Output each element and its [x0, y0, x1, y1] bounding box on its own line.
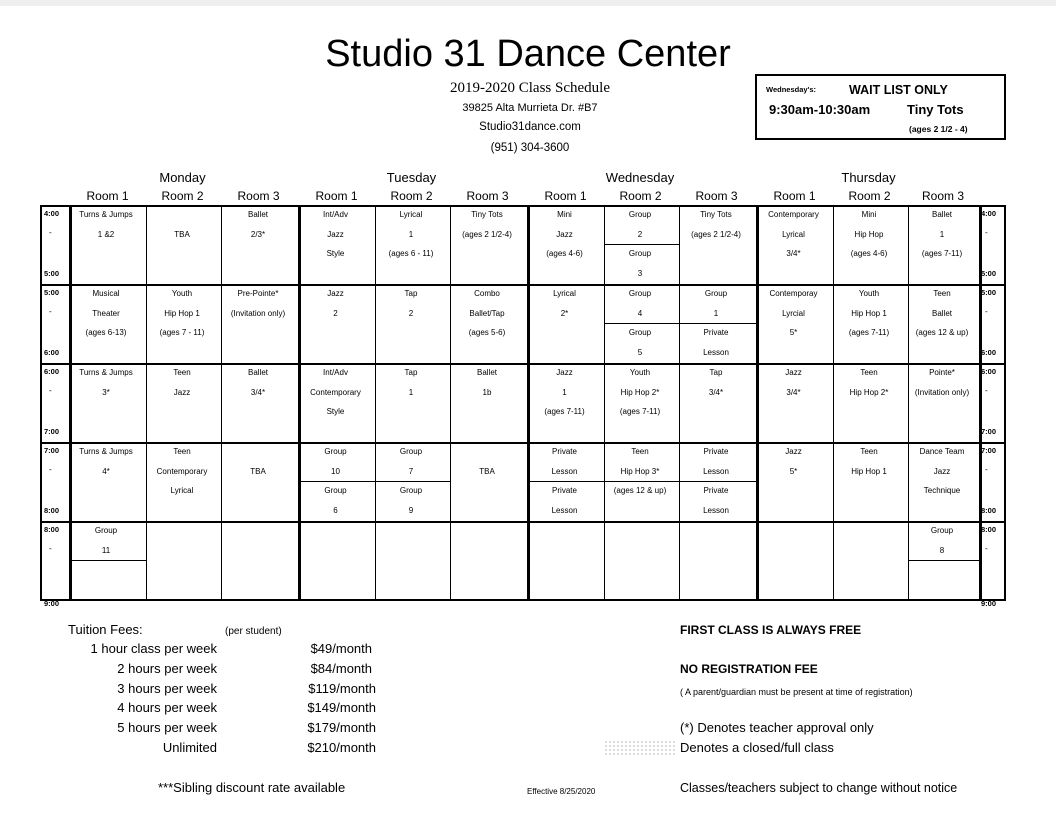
room-header: Room 1	[544, 189, 587, 203]
grid-divider	[527, 207, 530, 599]
time-end-right: 9:00	[981, 599, 997, 608]
room-header: Room 1	[86, 189, 129, 203]
class-cell-text: Hip Hop 1	[851, 308, 887, 318]
class-cell-text: Theater	[92, 308, 120, 318]
room-header: Room 3	[237, 189, 280, 203]
class-cell-text: Tap	[709, 368, 723, 377]
class-cell-text: Hip Hop 2*	[620, 387, 660, 397]
class-cell-text: (ages 6 - 11)	[388, 249, 434, 259]
grid-divider	[69, 207, 72, 599]
tuition-per-student: (per student)	[225, 626, 282, 637]
class-cell-text: Lyrical	[782, 229, 805, 239]
cell-split	[527, 481, 604, 482]
class-cell-text: Hip Hop 3*	[620, 466, 660, 476]
class-cell-text: Pre-Pointe*	[237, 289, 279, 298]
class-cell-text: Group	[930, 526, 954, 535]
class-cell-text: 5*	[789, 328, 798, 338]
time-end-left: 6:00	[44, 348, 60, 357]
class-cell-text: Tiny Tots	[700, 210, 732, 219]
time-start-left: 5:00	[44, 288, 60, 297]
class-cell-text: Jazz	[933, 466, 951, 476]
class-cell-text: Teen	[173, 447, 191, 456]
class-cell-text: 3/4*	[708, 387, 724, 397]
class-cell-text: 6	[333, 506, 338, 516]
class-cell-text: Hip Hop 1	[851, 466, 887, 476]
class-cell-text: Ballet/Tap	[469, 308, 505, 318]
class-cell-text: 2	[408, 308, 414, 318]
class-cell-text: Contemporary	[310, 387, 361, 397]
grid-divider	[221, 207, 222, 599]
cell-split	[604, 323, 679, 324]
tuition-row-price: $149/month	[307, 700, 376, 715]
closed-class-note: Denotes a closed/full class	[680, 740, 834, 755]
cell-split	[679, 481, 756, 482]
class-cell-text: 3/4*	[786, 249, 801, 259]
time-dash-right: -	[985, 465, 988, 474]
class-cell-text: Ballet	[247, 368, 268, 377]
time-start-left: 8:00	[44, 525, 60, 534]
class-cell-text: 1	[713, 308, 719, 318]
class-cell-text: 5*	[789, 466, 798, 476]
time-end-left: 8:00	[44, 506, 60, 515]
wait-list-day: Wednesday's:	[766, 85, 816, 94]
class-cell-text: Group	[628, 289, 652, 298]
class-cell-text: Contemporary	[156, 466, 208, 476]
class-cell-text: Pointe*	[929, 368, 955, 377]
class-cell-text: Youth	[858, 289, 880, 298]
class-cell-text: 8	[939, 545, 945, 555]
class-cell-text: Lyrical	[399, 210, 423, 219]
class-cell-text: Hip Hop 2*	[849, 387, 889, 397]
class-cell-text: Private	[552, 447, 577, 456]
grid-divider	[908, 207, 909, 599]
cell-split	[604, 481, 679, 482]
time-end-right: 5:00	[981, 269, 997, 278]
grid-divider	[604, 207, 605, 599]
room-header: Room 3	[921, 189, 965, 203]
day-header-thursday: Thursday	[841, 170, 896, 185]
time-end-right: 6:00	[981, 348, 997, 357]
time-start-right: 4:00	[981, 209, 997, 218]
wait-list-time: 9:30am-10:30am	[769, 102, 871, 117]
effective-date: Effective 8/25/2020	[527, 787, 596, 796]
time-dash-right: -	[985, 228, 988, 237]
class-cell-text: 2*	[560, 308, 569, 318]
studio-website: Studio31dance.com	[479, 121, 581, 133]
first-class-free: FIRST CLASS IS ALWAYS FREE	[680, 623, 862, 637]
tuition-row-label: 5 hours per week	[117, 720, 217, 735]
class-cell-text: 3	[637, 269, 643, 279]
grid-divider	[42, 442, 1004, 444]
class-cell-text: TBA	[479, 466, 495, 476]
room-header: Room 1	[773, 189, 816, 203]
tuition-row-price: $179/month	[307, 720, 376, 735]
class-cell-text: Dance Team	[919, 447, 965, 456]
class-cell-text: Turns & Jumps	[79, 210, 133, 219]
time-dash-left: -	[49, 228, 52, 237]
class-cell-text: (ages 2 1/2-4)	[462, 229, 512, 239]
day-header-wednesday: Wednesday	[605, 170, 675, 185]
room-header: Room 2	[848, 189, 891, 203]
cell-split	[375, 481, 450, 482]
cell-split	[298, 481, 375, 482]
top-border	[0, 0, 1056, 6]
class-cell-text: Ballet	[247, 210, 268, 219]
class-cell-text: Jazz	[327, 289, 344, 298]
time-end-left: 5:00	[44, 269, 60, 278]
class-cell-text: Musical	[92, 289, 120, 298]
grid-divider	[679, 207, 680, 599]
grid-divider	[450, 207, 451, 599]
room-header: Room 2	[619, 189, 662, 203]
tuition-row-price: $84/month	[310, 661, 372, 676]
class-cell-text: (ages 6-13)	[85, 328, 127, 338]
room-header: Room 3	[466, 189, 509, 203]
wait-list-box	[755, 74, 1006, 140]
time-start-right: 7:00	[981, 446, 997, 455]
class-cell-text: Private	[703, 328, 729, 338]
tuition-row-label: 2 hours per week	[117, 661, 217, 676]
tuition-row-label: 4 hours per week	[117, 700, 217, 715]
wait-list-ages: (ages 2 1/2 - 4)	[909, 124, 968, 134]
class-cell-text: Lyrical	[553, 289, 576, 298]
time-start-right: 8:00	[981, 525, 997, 534]
time-start-left: 7:00	[44, 446, 60, 455]
class-cell-text: Teen	[933, 289, 951, 298]
studio-phone: (951) 304-3600	[490, 142, 570, 154]
room-header: Room 2	[390, 189, 433, 203]
schedule-year: 2019-2020 Class Schedule	[450, 80, 610, 96]
class-cell-text: (ages 7 - 11)	[159, 328, 205, 338]
room-header: Room 3	[695, 189, 738, 203]
class-cell-text: 2	[333, 308, 338, 318]
cell-split	[908, 560, 979, 561]
class-cell-text: Ballet	[931, 308, 952, 318]
class-cell-text: Youth	[629, 368, 651, 377]
class-cell-text: Combo	[474, 289, 500, 298]
class-cell-text: Jazz	[785, 368, 802, 377]
grid-divider	[756, 207, 759, 599]
class-cell-text: Private	[703, 447, 729, 456]
class-cell-text: Contemporary	[768, 210, 819, 219]
approval-note: (*) Denotes teacher approval only	[680, 720, 874, 735]
grid-divider	[42, 284, 1004, 286]
studio-title: Studio 31 Dance Center	[325, 33, 731, 75]
class-cell-text: Lesson	[551, 466, 578, 476]
class-cell-text: Ballet	[931, 210, 952, 219]
time-start-left: 4:00	[44, 209, 60, 218]
class-cell-text: (Invitation only)	[230, 308, 286, 318]
class-cell-text: 4*	[102, 466, 110, 476]
day-header-tuesday: Tuesday	[386, 170, 437, 185]
class-cell-text: Group	[324, 447, 347, 456]
class-cell-text: Tiny Tots	[471, 210, 503, 219]
wait-list-class: Tiny Tots	[907, 102, 964, 117]
time-end-right: 7:00	[981, 427, 997, 436]
class-cell-text: (ages 12 & up)	[915, 328, 969, 338]
class-cell-text: Group	[628, 249, 652, 259]
class-cell-text: TBA	[250, 466, 266, 476]
class-cell-text: Mini	[557, 210, 572, 219]
class-cell-text: 10	[331, 466, 340, 476]
class-cell-text: Int/Adv	[323, 210, 348, 219]
class-cell-text: Turns & Jumps	[79, 368, 133, 377]
class-cell-text: Group	[399, 486, 423, 496]
class-cell-text: Group	[94, 526, 118, 535]
class-cell-text: 1	[408, 229, 414, 239]
class-cell-text: (ages 2 1/2-4)	[691, 229, 741, 239]
class-cell-text: TBA	[174, 229, 190, 239]
class-cell-text: Jazz	[173, 387, 191, 397]
no-registration-fee: NO REGISTRATION FEE	[680, 662, 818, 676]
tuition-row-label: Unlimited	[162, 740, 217, 755]
class-cell-text: Teen	[173, 368, 191, 377]
time-start-left: 6:00	[44, 367, 60, 376]
grid-divider	[42, 521, 1004, 523]
class-cell-text: Jazz	[785, 447, 802, 456]
room-header: Room 1	[315, 189, 358, 203]
cell-split	[604, 244, 679, 245]
class-cell-text: Jazz	[327, 229, 344, 239]
time-dash-left: -	[49, 465, 52, 474]
class-cell-text: Hip Hop	[854, 229, 884, 239]
class-cell-text: Lesson	[703, 506, 729, 516]
class-cell-text: 1	[939, 229, 945, 239]
studio-address: 39825 Alta Murrieta Dr. #B7	[462, 102, 598, 114]
class-cell-text: Lesson	[551, 506, 578, 516]
time-dash-left: -	[49, 307, 52, 316]
class-cell-text: 3*	[102, 387, 110, 397]
grid-divider	[298, 207, 301, 599]
change-notice: Classes/teachers subject to change without notice	[680, 781, 958, 795]
class-cell-text: Tap	[404, 289, 418, 298]
grid-divider	[979, 207, 982, 599]
time-start-right: 6:00	[981, 367, 997, 376]
class-cell-text: Mini	[861, 210, 877, 219]
class-cell-text: Technique	[923, 486, 961, 496]
class-cell-text: 3/4*	[250, 387, 266, 397]
time-dash-left: -	[49, 544, 52, 553]
class-cell-text: 7	[408, 466, 414, 476]
parent-note: ( A parent/guardian must be present at time of registration)	[680, 687, 913, 697]
class-cell-text: Style	[326, 249, 345, 259]
tuition-label: Tuition Fees:	[68, 622, 143, 637]
class-cell-text: Contemporay	[769, 289, 818, 298]
class-cell-text: 1b	[482, 387, 492, 397]
class-cell-text: Private	[703, 486, 729, 496]
time-dash-right: -	[985, 386, 988, 395]
time-dash-right: -	[985, 307, 988, 316]
class-cell-text: 11	[101, 545, 111, 555]
class-cell-text: (Invitation only)	[914, 387, 970, 397]
class-cell-text: Tap	[404, 368, 418, 377]
class-cell-text: Teen	[631, 447, 649, 456]
class-cell-text: 2	[637, 229, 643, 239]
class-cell-text: 2/3*	[250, 229, 266, 239]
tuition-row-label: 1 hour class per week	[90, 641, 217, 656]
wait-list-status: WAIT LIST ONLY	[849, 83, 948, 97]
class-cell-text: Group	[399, 447, 423, 456]
class-cell-text: 5	[637, 348, 643, 358]
tuition-row-label: 3 hours per week	[117, 681, 217, 696]
class-cell-text: 9	[408, 506, 414, 516]
time-end-right: 8:00	[981, 506, 997, 515]
schedule-grid	[40, 205, 1006, 601]
room-header: Room 2	[161, 189, 204, 203]
class-cell-text: Private	[552, 486, 577, 496]
class-cell-text: Turns & Jumps	[79, 447, 133, 456]
day-header-monday: Monday	[159, 170, 206, 185]
class-cell-text: (ages 4-6)	[546, 249, 583, 259]
time-end-left: 7:00	[44, 427, 60, 436]
class-cell-text: 3/4*	[786, 387, 801, 397]
time-start-right: 5:00	[981, 288, 997, 297]
class-cell-text: (ages 5-6)	[468, 328, 506, 338]
class-cell-text: Ballet	[476, 368, 497, 377]
class-cell-text: Teen	[860, 368, 878, 377]
class-cell-text: 1	[408, 387, 414, 397]
time-dash-left: -	[49, 386, 52, 395]
class-cell-text: Lesson	[703, 466, 729, 476]
class-cell-text: Style	[326, 407, 345, 417]
class-cell-text: Group	[628, 328, 652, 338]
class-cell-text: 1	[562, 387, 567, 397]
grid-divider	[375, 207, 376, 599]
class-cell-text: (ages 4-6)	[850, 249, 888, 259]
grid-divider	[146, 207, 147, 599]
class-cell-text: Group	[324, 486, 347, 496]
grid-divider	[42, 363, 1004, 365]
class-cell-text: (ages 7-11)	[848, 328, 890, 338]
class-cell-text: Group	[628, 210, 652, 219]
tuition-row-price: $119/month	[308, 681, 376, 696]
class-cell-text: Lesson	[703, 348, 729, 358]
class-cell-text: Jazz	[556, 368, 573, 377]
tuition-row-price: $210/month	[307, 740, 376, 755]
time-dash-right: -	[985, 544, 988, 553]
sibling-discount: ***Sibling discount rate available	[158, 780, 346, 795]
class-cell-text: Lyrical	[170, 486, 194, 496]
tuition-row-price: $49/month	[310, 641, 372, 656]
time-end-left: 9:00	[44, 599, 60, 608]
cell-split	[69, 560, 146, 561]
class-cell-text: Hip Hop 1	[164, 308, 200, 318]
class-cell-text: (ages 7-11)	[544, 407, 585, 417]
class-cell-text: Lyrcial	[782, 308, 805, 318]
class-cell-text: 1 &2	[97, 229, 115, 239]
class-cell-text: 4	[637, 308, 643, 318]
class-cell-text: Int/Adv	[323, 368, 348, 377]
class-cell-text: Teen	[860, 447, 878, 456]
class-cell-text: (ages 7-11)	[921, 249, 963, 259]
grid-divider	[833, 207, 834, 599]
closed-class-swatch	[604, 740, 677, 756]
class-cell-text: (ages 12 & up)	[613, 486, 667, 496]
class-cell-text: Youth	[171, 289, 193, 298]
cell-split	[679, 323, 756, 324]
class-cell-text: Group	[704, 289, 728, 298]
class-cell-text: Jazz	[556, 229, 573, 239]
class-cell-text: (ages 7-11)	[619, 407, 661, 417]
